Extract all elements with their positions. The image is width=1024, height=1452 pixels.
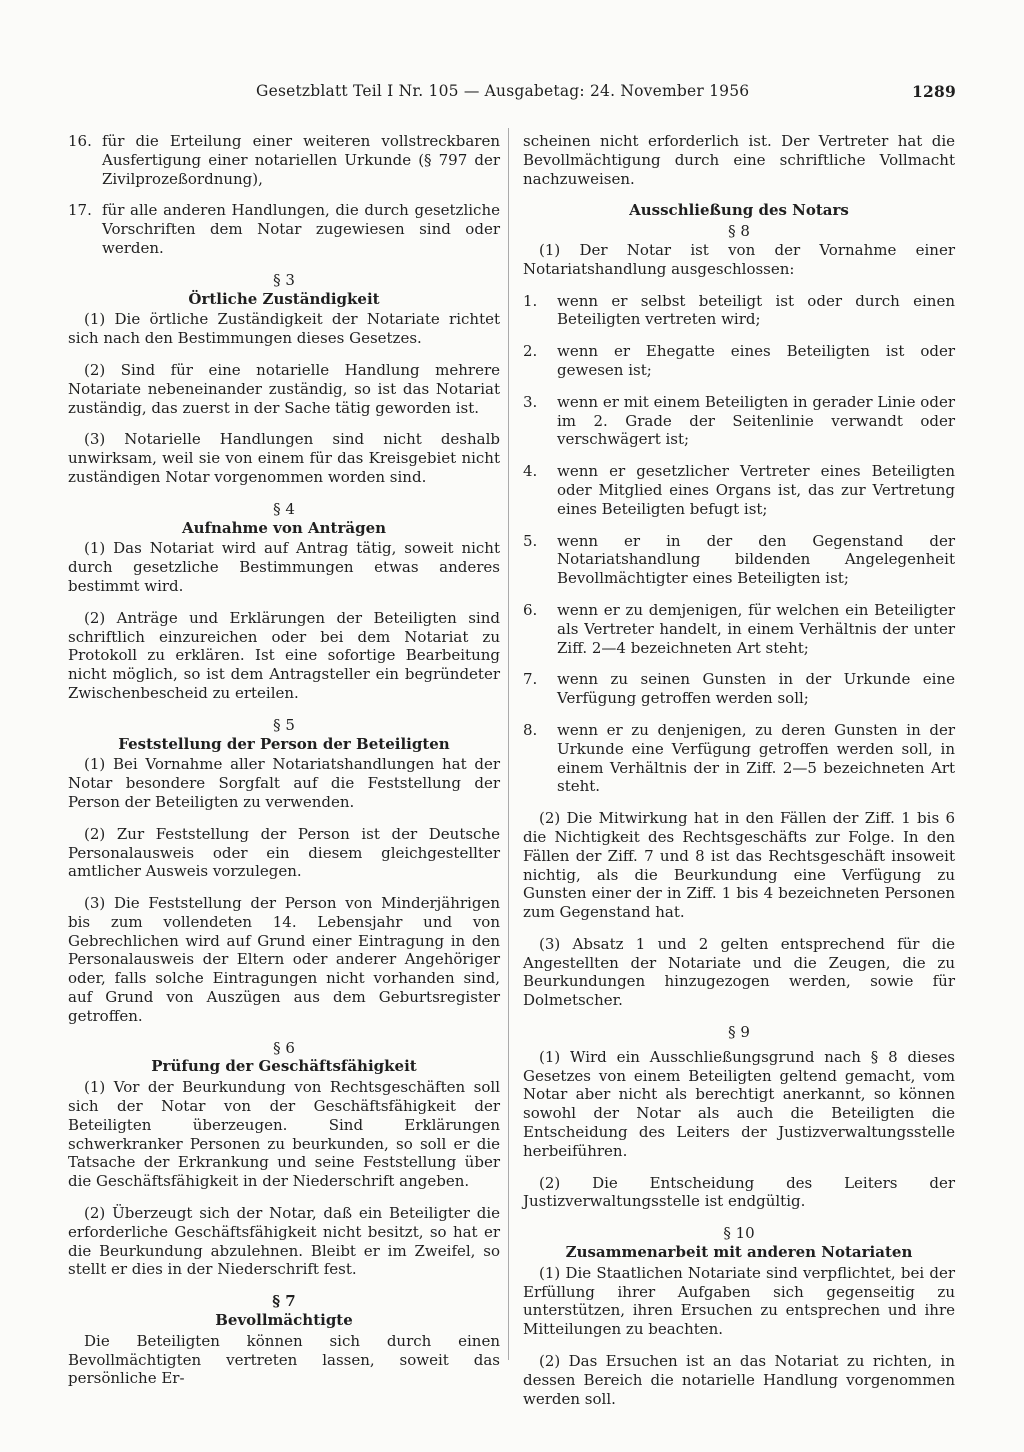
list-item: 6. wenn er zu demjenigen, für welchen ein Beteiligter als Vertreter handelt, in einem Verhältnis der unter Ziff. 2—4 bezeichneten Art steht; bbox=[523, 600, 955, 657]
paragraph: (1) Bei Vornahme aller Notariatshandlungen hat der Notar besondere Sorgfalt auf die Feststellung der Person der Beteiligten zu verwenden. bbox=[68, 755, 500, 811]
list-item: 4. wenn er gesetzlicher Vertreter eines Beteiligten oder Mitglied eines Organs ist, das zur Vertretung eines Beteiligten befugt ist; bbox=[523, 462, 955, 518]
list-item: 3. wenn er mit einem Beteiligten in gerader Linie oder im 2. Grade der Seitenlinie verwandt oder verschwägert ist; bbox=[523, 392, 955, 449]
paragraph: (2) Das Ersuchen ist an das Notariat zu richten, in dessen Bereich die notarielle Handlung vorgenommen werden soll. bbox=[523, 1352, 955, 1408]
paragraph: (1) Das Notariat wird auf Antrag tätig, soweit nicht durch gesetzliche Bestimmungen etwas anderes bestimmt wird. bbox=[68, 539, 500, 595]
right-column bbox=[523, 132, 955, 1421]
section-number: § 3 bbox=[273, 270, 295, 289]
column-divider bbox=[508, 128, 509, 1360]
list-item: 16. für die Erteilung einer weiteren vollstreckbaren Ausfertigung einer notariellen Urkunde (§ 797 der Zivilprozeßordnung), bbox=[68, 132, 500, 188]
list-item: 7. wenn zu seinen Gunsten in der Urkunde eine Verfügung getroffen werden soll; bbox=[523, 670, 955, 708]
section-heading: Zusammenarbeit mit anderen Notariaten bbox=[565, 1243, 913, 1262]
section-heading: Ausschließung des Notars bbox=[629, 201, 849, 220]
paragraph: (2) Sind für eine notarielle Handlung mehrere Notariate nebeneinander zuständig, so ist das Notariat zuständig, das zuerst in der Sache tätig geworden ist. bbox=[68, 360, 500, 417]
section-number: § 5 bbox=[273, 715, 295, 734]
paragraph: (3) Die Feststellung der Person von Minderjährigen bis zum vollendeten 14. Lebensjahr und von Gebrechlichen wird auf Grund einer Eintragung in den Personalausweis der Eltern oder anderer Angehöriger oder, falls solche Eintragungen nicht vorhanden sind, auf Grund von Auszügen aus dem Geburtsregister getroffen. bbox=[68, 894, 500, 1025]
section-number: § 9 bbox=[728, 1023, 750, 1042]
gazette-title: Gesetzblatt Teil I Nr. 105 — Ausgabetag: 24. November 1956 bbox=[256, 82, 750, 100]
page-header bbox=[256, 82, 956, 100]
paragraph: (1) Vor der Beurkundung von Rechtsgeschäften soll sich der Notar von der Geschäftsfähigkeit der Beteiligten überzeugen. Sind Erklärungen schwerkranker Personen zu beurkunden, so soll er die Tatsache der Erkrankung und seine Feststellung über die Geschäftsfähigkeit in der Niederschrift angeben. bbox=[68, 1078, 500, 1191]
section-heading: Aufnahme von Anträgen bbox=[181, 518, 387, 537]
paragraph: (1) Wird ein Ausschließungsgrund nach § 8 dieses Gesetzes von einem Beteiligten geltend gemacht, vom Notar aber nicht als berechtigt anerkannt, so können sowohl der Notar als auch die Beteiligten die Entscheidung des Leiters der Justizverwaltungsstelle herbeiführen. bbox=[523, 1047, 955, 1160]
paragraph: (2) Überzeugt sich der Notar, daß ein Beteiligter die erforderliche Geschäftsfähigkeit nicht besitzt, so hat er die Beurkundung abzulehnen. Bleibt er im Zweifel, so stellt er dies in der Niederschrift fest. bbox=[68, 1204, 500, 1279]
page-number: 1289 bbox=[912, 82, 956, 101]
paragraph: (1) Die örtliche Zuständigkeit der Notariate richtet sich nach den Bestimmungen dieses Gesetzes. bbox=[68, 310, 500, 348]
section-number: § 7 bbox=[272, 1292, 296, 1311]
paragraph: (2) Anträge und Erklärungen der Beteiligten sind schriftlich einzureichen oder bei dem Notariat zu Protokoll zu erklären. Ist eine sofortige Bearbeitung nicht möglich, so ist dem Antragsteller ein begründeter Zwischenbescheid zu erteilen. bbox=[68, 608, 500, 702]
list-item: 17. für alle anderen Handlungen, die durch gesetzliche Vorschriften dem Notar zugewiesen sind oder werden. bbox=[68, 201, 500, 257]
paragraph: (3) Absatz 1 und 2 gelten entsprechend für die Angestellten der Notariate und die Zeugen, die zu Beurkundungen hinzugezogen werden, sowie für Dolmetscher. bbox=[523, 934, 955, 1010]
paragraph: (3) Notarielle Handlungen sind nicht deshalb unwirksam, weil sie von einem für das Kreisgebiet nicht zuständigen Notar vorgenommen worden sind. bbox=[68, 430, 500, 486]
paragraph: (2) Die Entscheidung des Leiters der Justizverwaltungsstelle ist endgültig. bbox=[523, 1173, 955, 1211]
list-item: 8. wenn er zu denjenigen, zu deren Gunsten in der Urkunde eine Verfügung getroffen werden soll, in einem Verhältnis der in Ziff. 2—5 bezeichneten Art steht. bbox=[523, 720, 955, 796]
list-item: 2. wenn er Ehegatte eines Beteiligten ist oder gewesen ist; bbox=[523, 342, 955, 379]
list-item: 1. wenn er selbst beteiligt ist oder durch einen Beteiligten vertreten wird; bbox=[523, 291, 955, 329]
section-number: § 8 bbox=[728, 222, 750, 241]
section-heading: Örtliche Zuständigkeit bbox=[188, 289, 380, 308]
section-number: § 4 bbox=[273, 499, 295, 518]
section-heading: Feststellung der Person der Beteiligten bbox=[118, 734, 450, 753]
section-number: § 6 bbox=[273, 1038, 295, 1057]
section-number: § 10 bbox=[723, 1224, 755, 1243]
list-item: 5. wenn er in der den Gegenstand der Notariatshandlung bildenden Angelegenheit Bevollmächtigter eines Beteiligten ist; bbox=[523, 531, 955, 588]
paragraph: (1) Die Staatlichen Notariate sind verpflichtet, bei der Erfüllung ihrer Aufgaben sich gegenseitig zu unterstützen, ihren Ersuchen zu entsprechen und ihre Mitteilungen zu beachten. bbox=[523, 1263, 955, 1339]
paragraph: Die Beteiligten können sich durch einen Bevollmächtigten vertreten lassen, soweit das persönliche Er- bbox=[68, 1331, 500, 1388]
paragraph: (2) Die Mitwirkung hat in den Fällen der Ziff. 1 bis 6 die Nichtigkeit des Rechtsgeschäfts zur Folge. In den Fällen der Ziff. 7 und 8 ist das Rechtsgeschäft insoweit nichtig, als die Beurkundung eine Verfügung zu Gunsten einer der in Ziff. 1 bis 4 bezeichneten Personen zum Gegenstand hat. bbox=[523, 809, 955, 922]
left-column bbox=[68, 132, 500, 1401]
paragraph: (2) Zur Feststellung der Person ist der Deutsche Personalausweis oder ein diesem gleichgestellter amtlicher Ausweis vorzulegen. bbox=[68, 824, 500, 881]
section-heading: Prüfung der Geschäftsfähigkeit bbox=[151, 1057, 417, 1076]
section-heading: Bevollmächtigte bbox=[215, 1311, 353, 1330]
paragraph: scheinen nicht erforderlich ist. Der Vertreter hat die Bevollmächtigung durch eine schriftliche Vollmacht nachzuweisen. bbox=[523, 132, 955, 188]
paragraph: (1) Der Notar ist von der Vornahme einer Notariatshandlung ausgeschlossen: bbox=[523, 240, 955, 278]
